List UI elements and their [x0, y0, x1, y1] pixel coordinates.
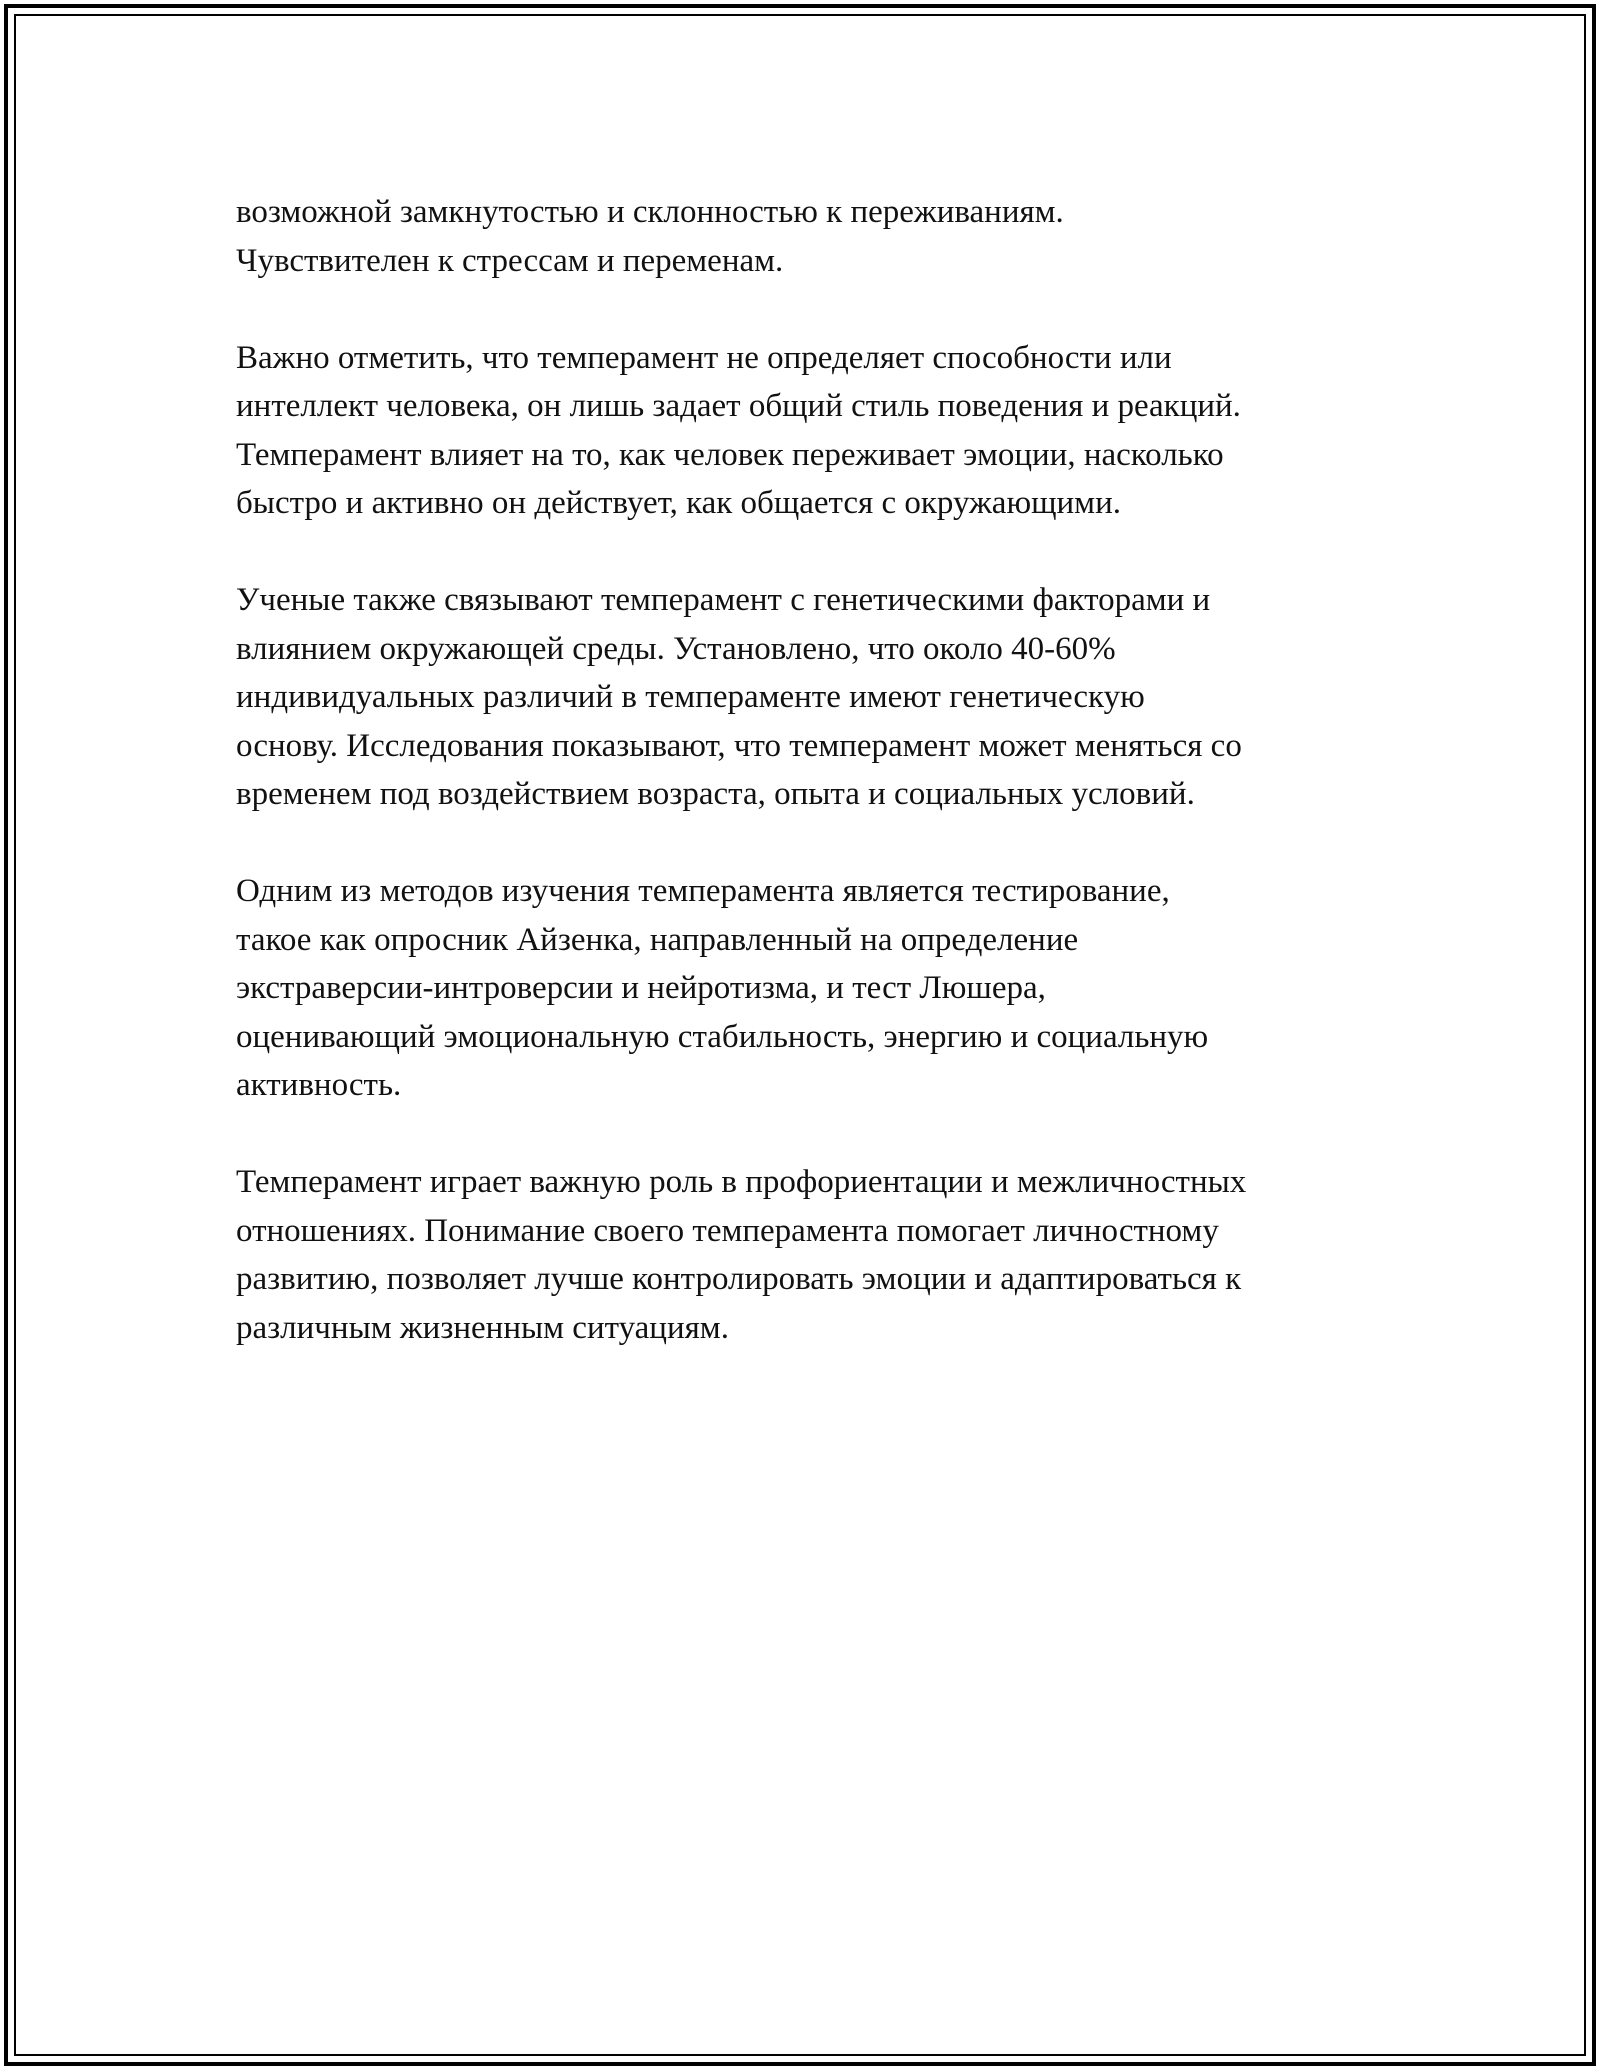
text-line: различным жизненным ситуациям.: [236, 1309, 729, 1346]
text-line: отношениях. Понимание своего темперамента помогает личностному: [236, 1212, 1219, 1249]
text-line: влиянием окружающей среды. Установлено, что около 40-60%: [236, 630, 1116, 667]
text-line: активность.: [236, 1067, 402, 1103]
text-line: быстро и активно он действует, как общается с окружающими.: [236, 485, 1121, 521]
text-line: интеллект человека, он лишь задает общий стиль поведения и реакций.: [236, 388, 1241, 424]
paragraph-genetics: [236, 576, 1396, 819]
document-body: [236, 188, 1396, 1401]
text-line: Одним из методов изучения темперамента является тестирование,: [236, 873, 1170, 909]
text-line: развитию, позволяет лучше контролировать эмоции и адаптироваться к: [236, 1261, 1242, 1297]
text-line: Ученые также связывают темперамент с генетическими факторами и: [236, 582, 1211, 618]
text-line: Темперамент играет важную роль в профориентации и межличностных: [236, 1164, 1247, 1200]
text-line: оценивающий эмоциональную стабильность, энергию и социальную: [236, 1018, 1209, 1055]
text-line: временем под воздействием возраста, опыта и социальных условий.: [236, 776, 1195, 812]
paragraph-testing-methods: [236, 867, 1396, 1110]
text-line: возможной замкнутостью и склонностью к переживаниям.: [236, 194, 1064, 230]
paragraph-temperament-note: [236, 334, 1396, 528]
text-line: Важно отметить, что темперамент не определяет способности или: [236, 339, 1172, 376]
paragraph-stress-sensitivity: [236, 188, 1396, 285]
text-line: основу. Исследования показывают, что темперамент может меняться со: [236, 727, 1242, 764]
text-line: Чувствителен к стрессам и переменам.: [236, 242, 784, 279]
text-line: Темперамент влияет на то, как человек переживает эмоции, насколько: [236, 436, 1224, 473]
paragraph-career-orientation: [236, 1158, 1396, 1352]
text-line: такое как опросник Айзенка, направленный на определение: [236, 921, 1079, 958]
text-line: индивидуальных различий в темпераменте имеют генетическую: [236, 679, 1145, 715]
text-line: экстраверсии-интроверсии и нейротизма, и тест Люшера,: [236, 970, 1046, 1006]
